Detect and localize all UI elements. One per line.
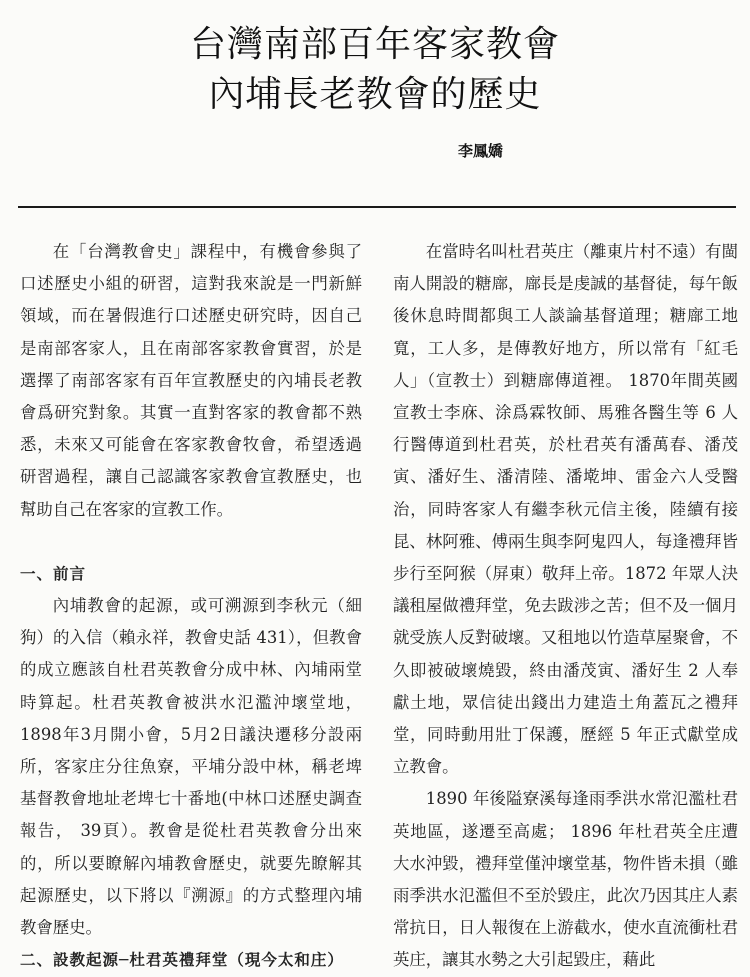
section-1-paragraph: 內埔教會的起源，或可溯源到李秋元（細狗）的入信（賴永祥，教會史話 431），但教會的成立應該自杜君英教會分成中林、內埔兩堂時算起。杜君英教會被洪水氾濫沖壞堂地，1898年3月開小會，5月2日議決遷移分設兩所，客家庄分往魚寮，平埔分設中林，稱老埤基督教會地址老埤七十番地(中林口述歷史調查報告， 39頁）。教會是從杜君英教會分出來的，所以要瞭解內埔教會歷史，就要先瞭解其起源歷史，以下將以『溯源』的方式整理內埔教會歷史。 [20,596,362,938]
author-name: 李鳳嬌 [458,142,504,160]
paragraph-gap [20,526,362,558]
right-column [393,236,738,977]
title-line-2: 內埔長老教會的歷史 [208,74,542,115]
left-column [20,236,362,976]
title-line-1: 台灣南部百年客家教會 [189,24,560,65]
right-paragraph-1: 在當時名叫杜君英庄（離東片村不遠）有閩南人開設的糖廍，廍長是虔誠的基督徒，每午飯後休息時間都與工人談論基督道理；糖廍工地寬，工人多，是傳教好地方，所以常有「紅毛人」（宣教士）到糖廍傳道裡。 1870年間英國宣教士李庥、涂爲霖牧師、馬雅各醫生等 6 人行醫傳道到杜君英，於杜君英有潘萬春、潘茂寅、潘好生、潘清陸、潘墘坤、雷金六人受醫治，同時客家人有繼李秋元信主後，陸續有接昆、林阿雅、傅兩生與李阿鬼四人，每逢禮拜皆步行至阿猴（屏東）敬拜上帝。1872 年眾人決議租屋做禮拜堂，免去跋涉之苦；但不及一個月就受族人反對破壞。又租地以竹造草屋聚會，不久即被破壞燒毀，終由潘茂寅、潘好生 2 人奉獻土地，眾信徒出錢出力建造土角蓋瓦之禮拜堂，同時動用壯丁保護，歷經 5 年正式獻堂成立教會。 [393,242,738,777]
header-divider [18,206,736,208]
section-heading-2: 二、設教起源─杜君英禮拜堂（現今太和庄） [20,951,344,970]
section-heading-1: 一、前言 [20,564,87,583]
right-paragraph-2: 1890 年後隘寮溪每逢雨季洪水常氾濫杜君英地區，遂遷至高處； 1896 年杜君英全庄遭大水沖毀，禮拜堂僅沖壞堂基，物件皆未損（雖雨季洪水氾濫但不至於毀庄，此次乃因其庄人素常抗日，日人報復在上游截水，使水直流衝杜君英庄，讓其水勢之大引起毀庄，藉此 [393,789,738,970]
intro-paragraph: 在「台灣教會史」課程中，有機會參與了口述歷史小組的研習，這對我來說是一門新鮮領域，而在暑假進行口述歷史研究時，因自己是南部客家人，且在南部客家教會實習，於是選擇了南部客家有百年宣教歷史的內埔長老教會爲研究對象。其實一直對客家的教會都不熟悉，未來又可能會在客家教會牧會，希望透過研習過程，讓自己認識客家教會宣教歷史，也幫助自己在客家的宣教工作。 [20,242,362,519]
